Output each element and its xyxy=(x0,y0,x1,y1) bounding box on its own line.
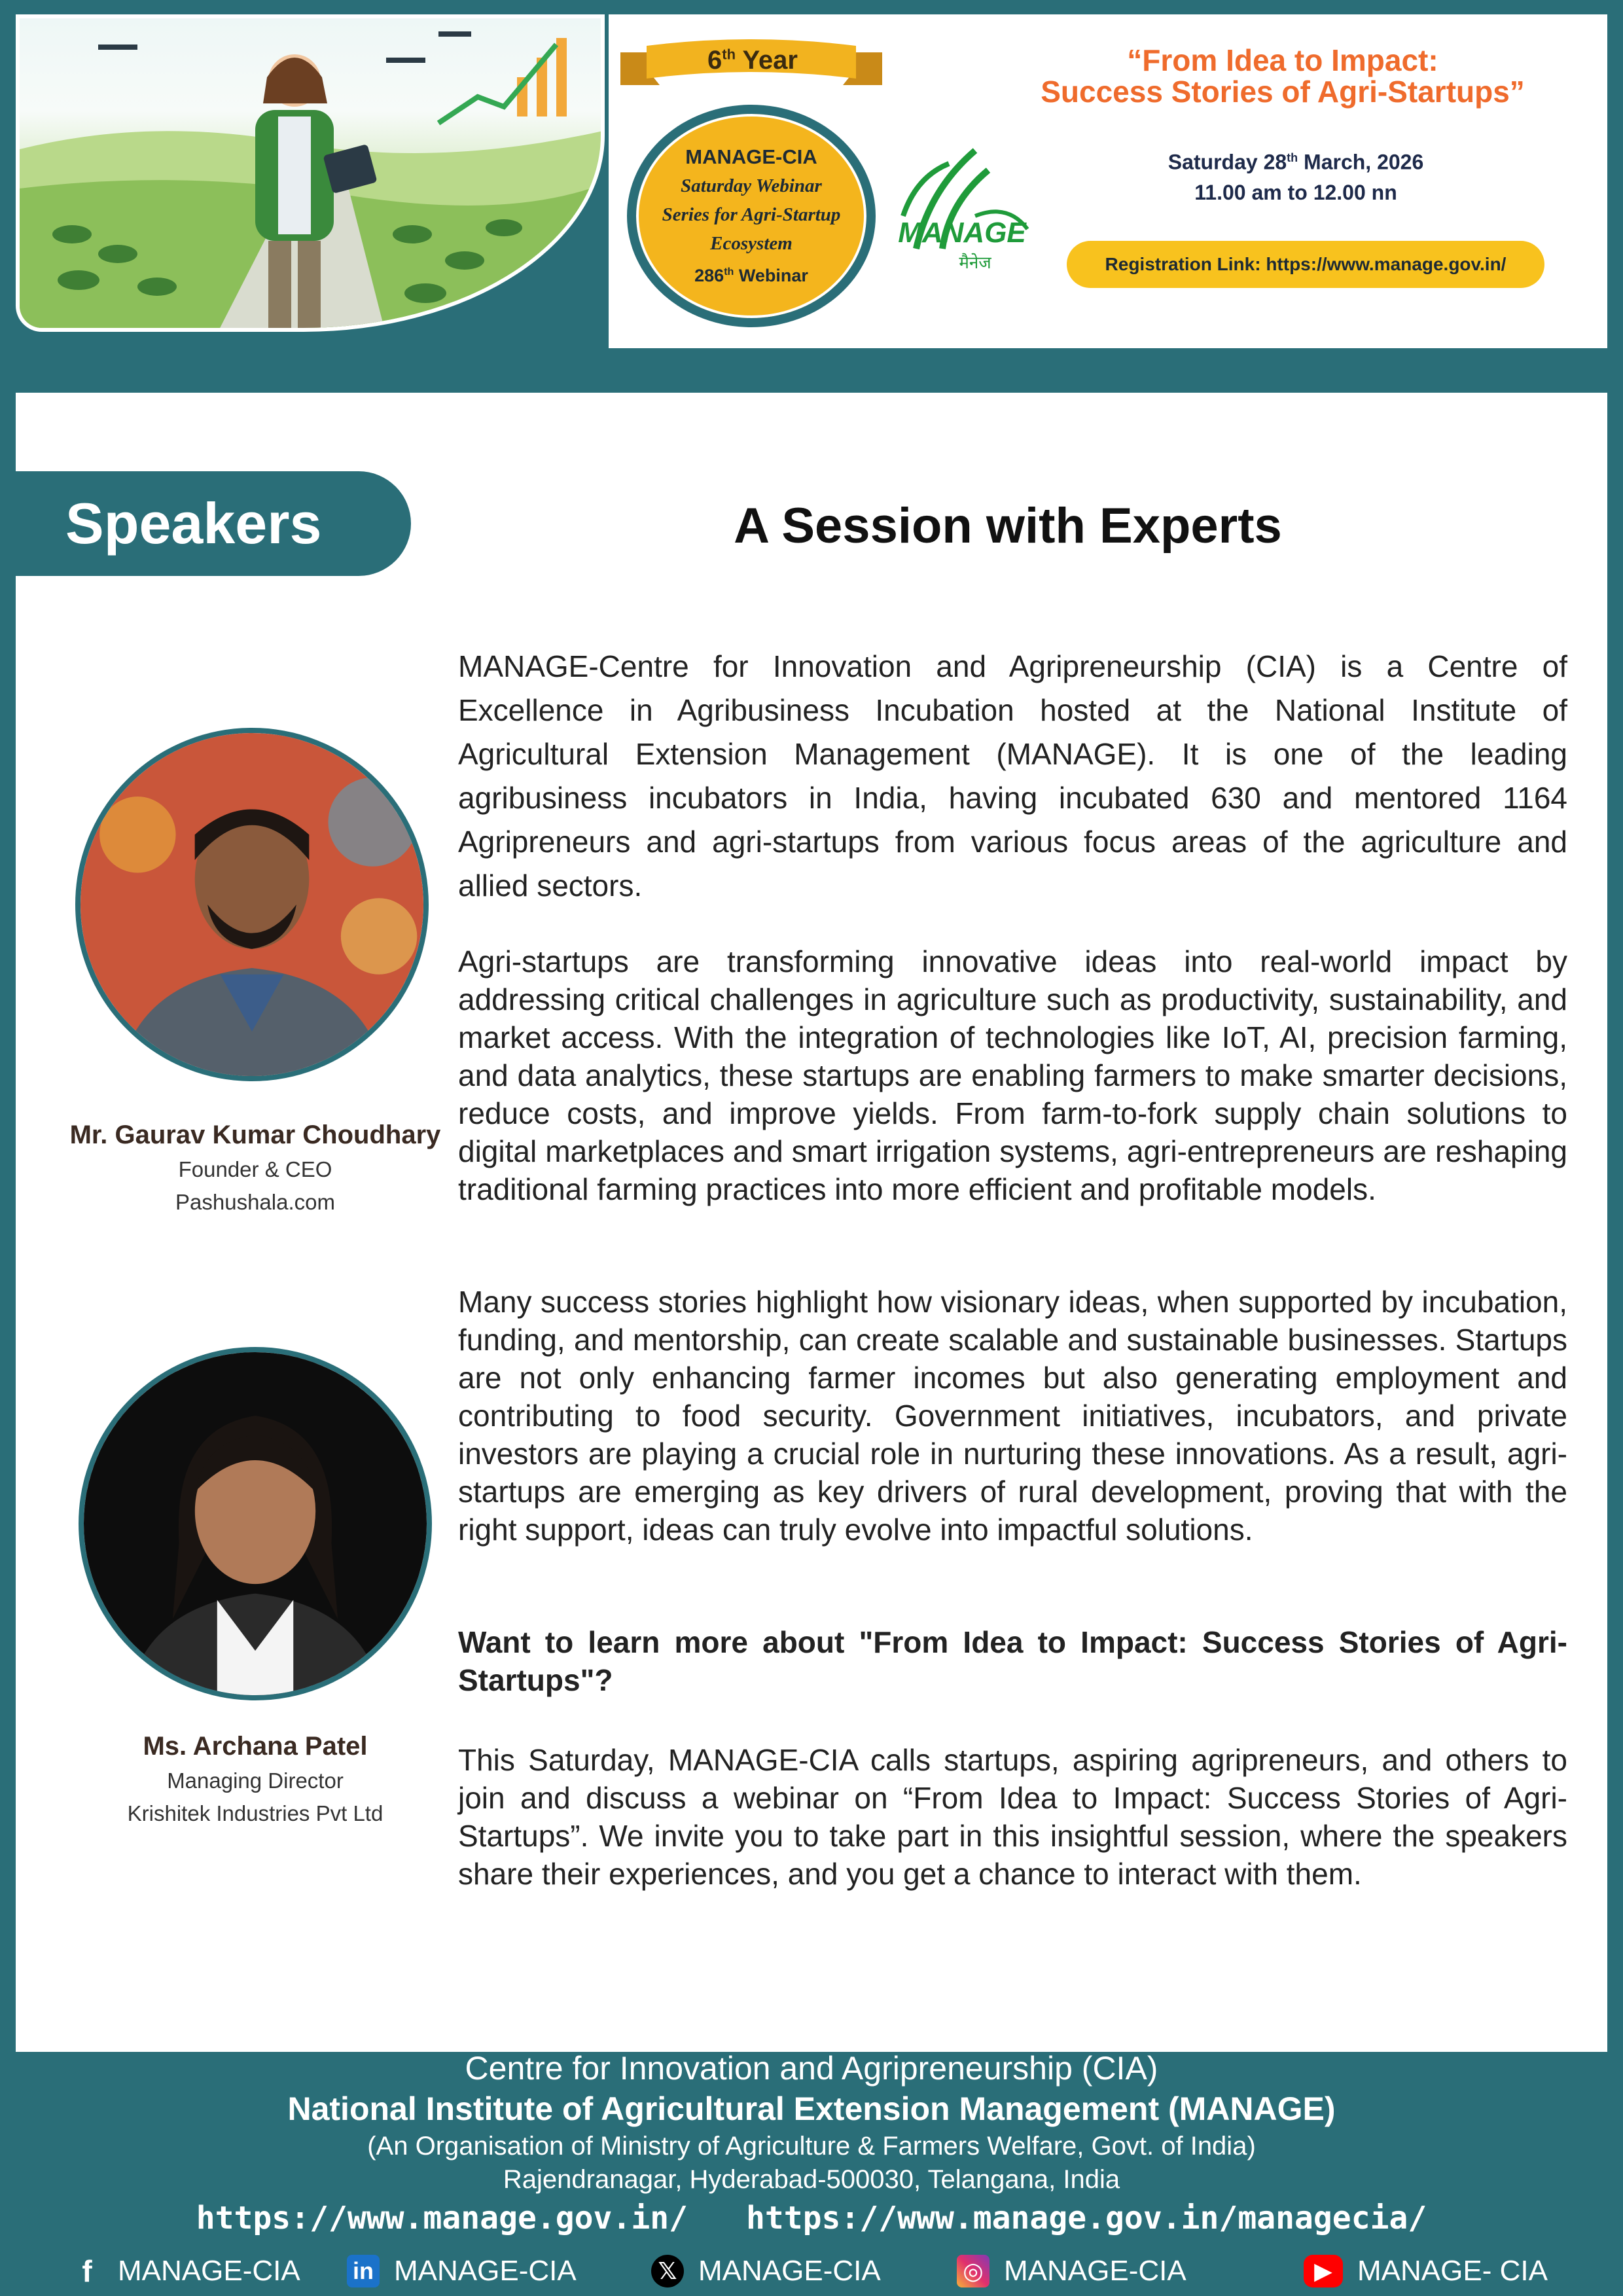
facebook-label: MANAGE-CIA xyxy=(118,2255,300,2287)
event-title-line-1: “From Idea to Impact: xyxy=(1127,43,1438,77)
facebook-icon: f xyxy=(82,2254,92,2288)
agri-startups-paragraph: Agri-startups are transforming innovative ideas into real-world impact by addressing critical challenges in agriculture such as productivity, sustainability, and market access. With the integration of technologies like IoT, AI, precision farming, and data analytics, these startups are enabling farmers to make smarter decisions, reduce costs, and improve yields. From farm-to-fork supply chain solutions to digital marketplaces and smart irrigation systems, agri-entrepreneurs are reshaping traditional farming practices into more efficient and profitable models. xyxy=(458,944,1567,1206)
speaker-2-name: Ms. Archana Patel xyxy=(143,1732,368,1761)
social-facebook[interactable] xyxy=(71,2251,300,2291)
footer-links xyxy=(0,2197,1623,2240)
invitation-paragraph: This Saturday, MANAGE-CIA calls startups, aspiring agripreneurs, and others to join and discuss a webinar on “From Idea to Impact: Success Stories of Agri-Startups”. We invite you to take part in this insightful session, where the speakers share their experiences, and you get a chance to interact with them. xyxy=(458,1743,1567,1891)
event-title-line-2: Success Stories of Agri-Startups” xyxy=(1041,75,1525,109)
footer-institute-name: National Institute of Agricultural Extension Management (MANAGE) xyxy=(287,2090,1336,2127)
speaker-1-name: Mr. Gaurav Kumar Choudhary xyxy=(69,1121,441,1149)
speaker-1-info xyxy=(26,1117,484,1219)
footer-organisation: (An Organisation of Ministry of Agriculture & Farmers Welfare, Govt. of India) xyxy=(367,2132,1256,2161)
linkedin-label: MANAGE-CIA xyxy=(394,2255,577,2287)
footer xyxy=(0,2049,1623,2240)
instagram-label: MANAGE-CIA xyxy=(1004,2255,1186,2287)
badge-org: MANAGE-CIA xyxy=(685,145,817,168)
session-title: A Session with Experts xyxy=(734,498,1282,554)
footer-link-managecia[interactable]: https://www.manage.gov.in/managecia/ xyxy=(745,2200,1427,2236)
linkedin-icon: in xyxy=(347,2255,380,2287)
x-icon: 𝕏 xyxy=(651,2255,684,2287)
learn-more-heading: Want to learn more about "From Idea to Impact: Success Stories of Agri-Startups"? xyxy=(458,1625,1567,1697)
footer-link-manage[interactable]: https://www.manage.gov.in/ xyxy=(196,2200,688,2236)
success-stories-paragraph: Many success stories highlight how visionary ideas, when supported by incubation, funding, and mentorship, can create scalable and sustainable businesses. Startups are not only enhancing farmer incomes but also generating employment and contributing to food security. Government initiatives, incubators, and private investors are playing a crucial role in nurturing these innovations. As a result, agri-startups are emerging as key drivers of rural development, proving that with the right support, ideas can truly evolve into impactful solutions. xyxy=(458,1285,1567,1547)
footer-centre-name: Centre for Innovation and Agripreneurship (CIA) xyxy=(465,2050,1158,2087)
speaker-2-info xyxy=(26,1728,484,1830)
youtube-icon: ▶ xyxy=(1304,2255,1343,2287)
webinar-badge xyxy=(627,105,876,327)
social-linkedin[interactable] xyxy=(347,2251,577,2291)
intro-paragraph: MANAGE-Centre for Innovation and Agripreneurship (CIA) is a Centre of Excellence in Agribusiness Incubation hosted at the National Institute of Agricultural Extension Management (MANAGE). It is one of the leading agribusiness incubators in India, having incubated 630 and mentored 1164 Agripreneurs and agri-startups from various focus areas of the agriculture and allied sectors. xyxy=(458,649,1567,903)
social-instagram[interactable] xyxy=(957,2251,1186,2291)
speaker-2-role: Managing Director xyxy=(167,1768,344,1793)
speaker-1-photo xyxy=(75,728,429,1081)
logo-devanagari: मैनेज xyxy=(959,253,991,273)
badge-year: 6th Year xyxy=(707,46,798,75)
event-title xyxy=(969,45,1597,107)
youtube-label: MANAGE- CIA xyxy=(1357,2255,1548,2287)
speaker-2-photo xyxy=(79,1347,432,1700)
header-illustration xyxy=(16,14,605,332)
badge-line-1: Saturday Webinar xyxy=(681,175,822,196)
social-x[interactable] xyxy=(651,2251,881,2291)
farm-illustration xyxy=(20,18,605,332)
x-label: MANAGE-CIA xyxy=(698,2255,881,2287)
badge-line-2: Series for Agri-Startup xyxy=(662,204,841,225)
speaker-2-org: Krishitek Industries Pvt Ltd xyxy=(127,1801,383,1825)
speakers-heading: Speakers xyxy=(16,471,411,576)
badge-webinar-number: 286th Webinar xyxy=(694,265,808,285)
event-datetime xyxy=(1073,143,1518,207)
speaker-1-role: Founder & CEO xyxy=(178,1157,332,1181)
manage-logo xyxy=(890,137,1034,288)
social-youtube[interactable] xyxy=(1304,2251,1548,2291)
event-date: Saturday 28th March, 2026 xyxy=(1168,150,1424,174)
logo-text: MANAGE xyxy=(898,217,1026,249)
badge-line-3: Ecosystem xyxy=(710,232,793,254)
registration-link[interactable]: Registration Link: https://www.manage.gov.in/ xyxy=(1067,241,1544,288)
speaker-1-org: Pashushala.com xyxy=(175,1190,335,1214)
footer-address: Rajendranagar, Hyderabad-500030, Telangana, India xyxy=(503,2165,1120,2194)
instagram-icon: ◎ xyxy=(957,2255,990,2287)
event-time: 11.00 am to 12.00 nn xyxy=(1194,180,1397,204)
